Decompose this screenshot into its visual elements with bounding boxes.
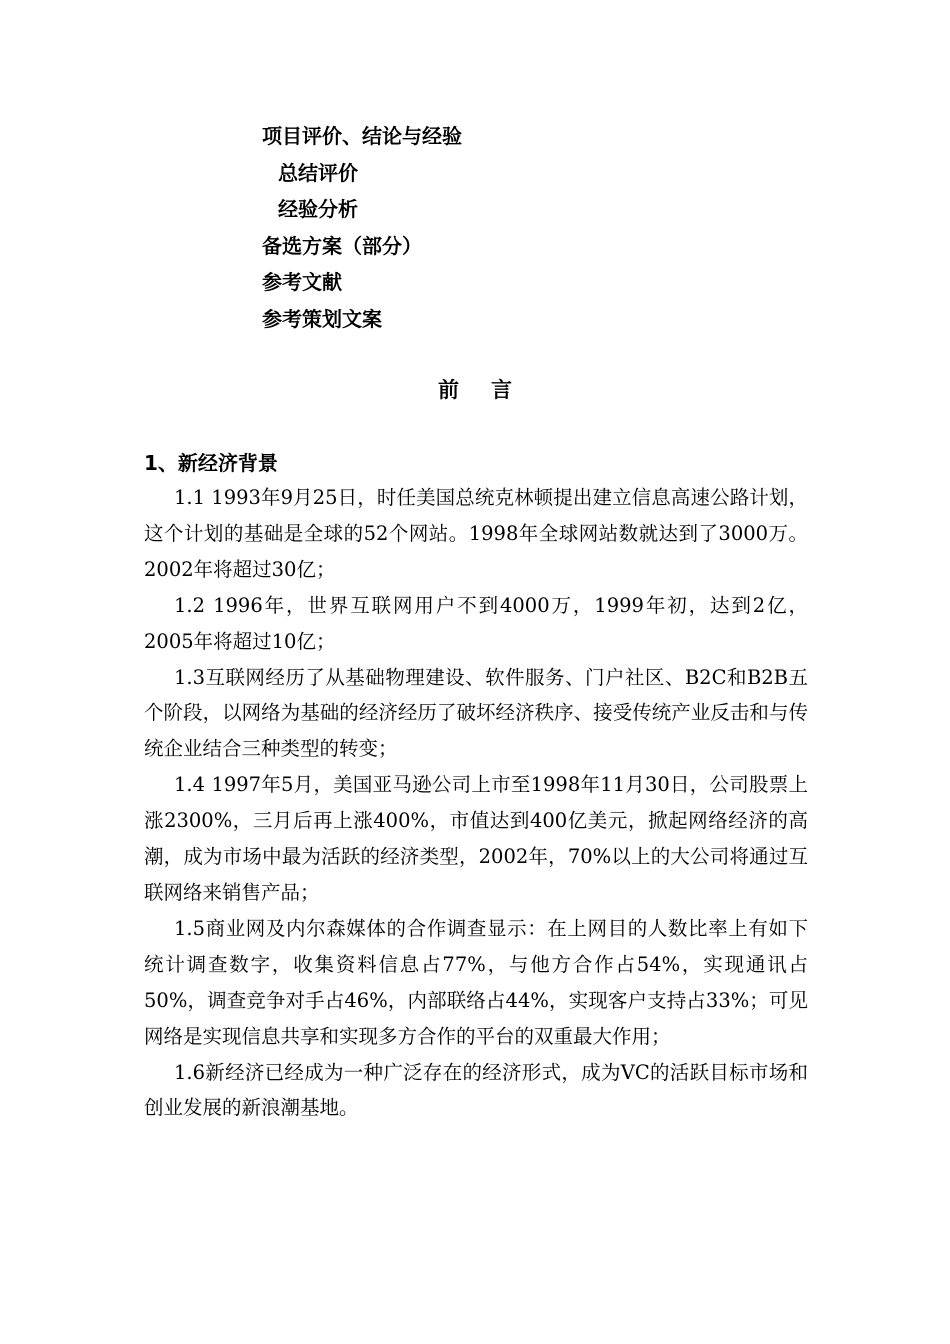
toc-item-summary: 总结评价 <box>278 160 358 185</box>
section-heading: 1、新经济背景 <box>144 451 278 475</box>
paragraph-1-2: 1.2 1996年，世界互联网用户不到4000万，1999年初，达到2亿，2005年将超过10亿； <box>144 593 808 653</box>
paragraph-1-6: 1.6新经济已经成为一种广泛存在的经济形式，成为VC的活跃目标市场和创业发展的新浪潮基地。 <box>144 1060 808 1120</box>
toc-item-reference-plans: 参考策划文案 <box>262 306 382 331</box>
toc-item-alternatives: 备选方案（部分） <box>262 233 422 258</box>
paragraph-1-1: 1.1 1993年9月25日，时任美国总统克林顿提出建立信息高速公路计划，这个计划的基础是全球的52个网站。1998年全球网站数就达到了3000万。2002年将超过30亿； <box>144 486 808 581</box>
toc-item-experience: 经验分析 <box>278 197 358 221</box>
section-new-economy <box>144 446 808 1126</box>
toc-item-references: 参考文献 <box>262 270 342 294</box>
toc-item-evaluation: 项目评价、结论与经验 <box>262 124 462 148</box>
table-of-contents <box>262 118 662 337</box>
paragraph-1-3: 1.3互联网经历了从基础物理建设、软件服务、门户社区、B2C和B2B五个阶段，以网络为基础的经济经历了破坏经济秩序、接受传统产业反击和与传统企业结合三种类型的转变； <box>144 665 808 761</box>
paragraph-1-5: 1.5商业网及内尔森媒体的合作调查显示：在上网目的人数比率上有如下统计调查数字，收集资料信息占77%，与他方合作占54%，实现通讯占50%，调查竞争对手占46%，内部联络占44%，实现客户支持占33%；可见网络是实现信息共享和实现多方合作的平台的双重最大作用； <box>144 916 808 1048</box>
paragraph-1-4: 1.4 1997年5月，美国亚马逊公司上市至1998年11月30日，公司股票上涨2300%，三月后再上涨400%，市值达到400亿美元，掀起网络经济的高潮，成为市场中最为活跃的经济类型，2002年，70%以上的大公司将通过互联网络来销售产品； <box>144 773 808 904</box>
preface-title: 前言 <box>438 378 544 402</box>
